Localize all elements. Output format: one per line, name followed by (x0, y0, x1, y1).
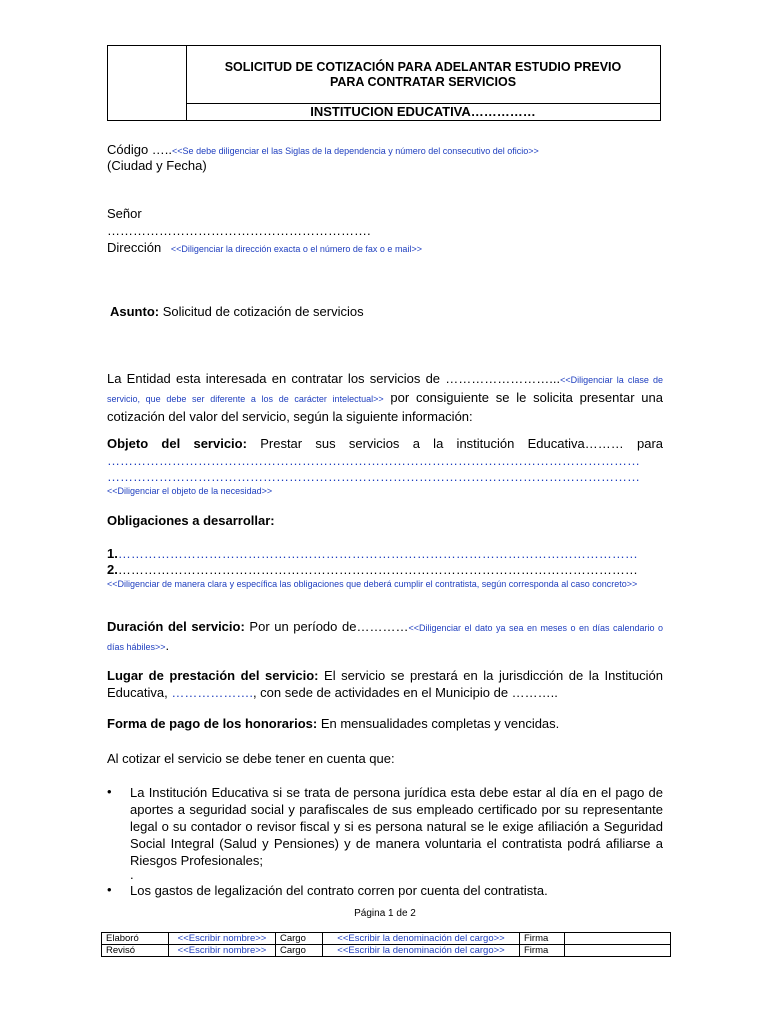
objeto-line (107, 435, 663, 452)
firma-cell (565, 945, 671, 957)
page-number: Página 1 de 2 (354, 908, 416, 919)
obligacion-1-dots: ………………………………………………………………………………………………………… (117, 546, 638, 561)
document-header (107, 45, 661, 121)
role-cell: Elaboró (102, 933, 169, 945)
lugar-text-2: , con sede de actividades en el Municipio de ……….. (252, 685, 558, 700)
asunto-label: Asunto: (110, 304, 160, 319)
duracion-paragraph (107, 618, 663, 656)
bullet-1-dot: . (130, 867, 134, 882)
bullet-1-text: La Institución Educativa si se trata de persona jurídica esta debe estar al día en el pago de aportes a seguridad social y parafiscales de sus empleado certificado por su representante legal o su contador o revisor fiscal y si es persona natural se le exige afiliación a Seguridad Social Integral (Salud y Pensiones) y de manera voluntaria el contratista podrá afiliarse a Riesgos Profesionales; (130, 785, 663, 868)
bullet-2-marker: • (107, 882, 112, 897)
cargo-label-cell: Cargo (276, 933, 323, 945)
city-date: (Ciudad y Fecha) (107, 158, 207, 173)
direccion-note: <<Diligenciar la dirección exacta o el número de fax o e mail>> (170, 244, 422, 254)
lugar-blank: ………………. (171, 685, 253, 700)
bullet-2-text: Los gastos de legalización del contrato corren por cuenta del contratista. (130, 883, 548, 898)
obligacion-1-number: 1. (107, 546, 118, 561)
title-line-1: SOLICITUD DE COTIZACIÓN PARA ADELANTAR ESTUDIO PREVIO (224, 59, 622, 74)
name-cell: <<Escribir nombre>> (169, 933, 276, 945)
codigo-label: Código ….. (107, 142, 173, 157)
forma-pago-text: En mensualidades completas y vencidas. (317, 716, 560, 731)
cargo-cell: <<Escribir la denominación del cargo>> (323, 945, 520, 957)
intro-part2: por consiguiente se le solicita presentar una cotización del valor del servicio, según la siguiente información: (107, 390, 664, 424)
firma-label-cell: Firma (520, 945, 565, 957)
obligacion-2-number: 2. (107, 562, 118, 577)
obligaciones-heading: Obligaciones a desarrollar: (107, 513, 275, 528)
objeto-label: Objeto del servicio: (107, 436, 247, 451)
document-title (186, 46, 660, 104)
duracion-label: Duración del servicio: (107, 619, 245, 634)
forma-pago-line (107, 715, 559, 732)
duracion-text: Por un período de………… (244, 619, 409, 634)
logo-placeholder (108, 46, 187, 120)
codigo-note: <<Se debe diligenciar el las Siglas de la dependencia y número del consecutivo del oficio>> (172, 146, 539, 156)
objeto-dots-2: …………………………………………………………………………………………………………… (107, 469, 640, 484)
name-cell: <<Escribir nombre>> (169, 945, 276, 957)
duracion-end: . (165, 638, 170, 653)
obligaciones-note: <<Diligenciar de manera clara y específica las obligaciones que deberá cumplir el contratista, según corresponda al caso concreto>> (107, 579, 638, 589)
firma-cell (565, 933, 671, 945)
cargo-cell: <<Escribir la denominación del cargo>> (323, 933, 520, 945)
lugar-label: Lugar de prestación del servicio: (107, 668, 319, 683)
signature-table (101, 932, 671, 957)
cargo-label-cell: Cargo (276, 945, 323, 957)
title-line-2: PARA CONTRATAR SERVICIOS (329, 74, 517, 89)
intro-note: <<Diligenciar la clase de servicio, que debe ser diferente a los de carácter intelectual>> (107, 375, 663, 404)
senor-label: Señor (107, 206, 142, 221)
objeto-dots-1: …………………………………………………………………………………………………………… (107, 453, 640, 468)
duracion-note: <<Diligenciar el dato ya sea en meses o en días calendario o días hábiles>> (107, 623, 663, 652)
intro-part1: La Entidad esta interesada en contratar los servicios de ……………………... (107, 371, 561, 386)
table-row (102, 933, 671, 945)
direccion-line (107, 239, 667, 258)
obligacion-item-2 (107, 561, 663, 578)
bullet-1-marker: • (107, 784, 112, 799)
objeto-text: Prestar sus servicios a la institución Educativa……… para (246, 436, 663, 451)
obligacion-2-dots: ………………………………………………………………………………………………………… (117, 562, 638, 577)
lugar-paragraph (107, 667, 663, 701)
asunto-text: Solicitud de cotización de servicios (159, 304, 364, 319)
obligacion-item-1 (107, 545, 663, 562)
asunto-line (110, 303, 364, 320)
direccion-label: Dirección (107, 240, 162, 255)
objeto-note: <<Diligenciar el objeto de la necesidad>> (107, 486, 273, 496)
lugar-text-1: El servicio se prestará en la jurisdicción de la Institución Educativa, (107, 668, 664, 700)
firma-label-cell: Firma (520, 933, 565, 945)
forma-pago-label: Forma de pago de los honorarios: (107, 716, 318, 731)
table-row (102, 945, 671, 957)
role-cell: Revisó (102, 945, 169, 957)
intro-paragraph (107, 370, 663, 425)
institution-name: INSTITUCION EDUCATIVA…………… (310, 104, 536, 119)
recipient-dots: ……………………………………………………. (107, 223, 371, 238)
cotizar-intro: Al cotizar el servicio se debe tener en cuenta que: (107, 751, 395, 766)
